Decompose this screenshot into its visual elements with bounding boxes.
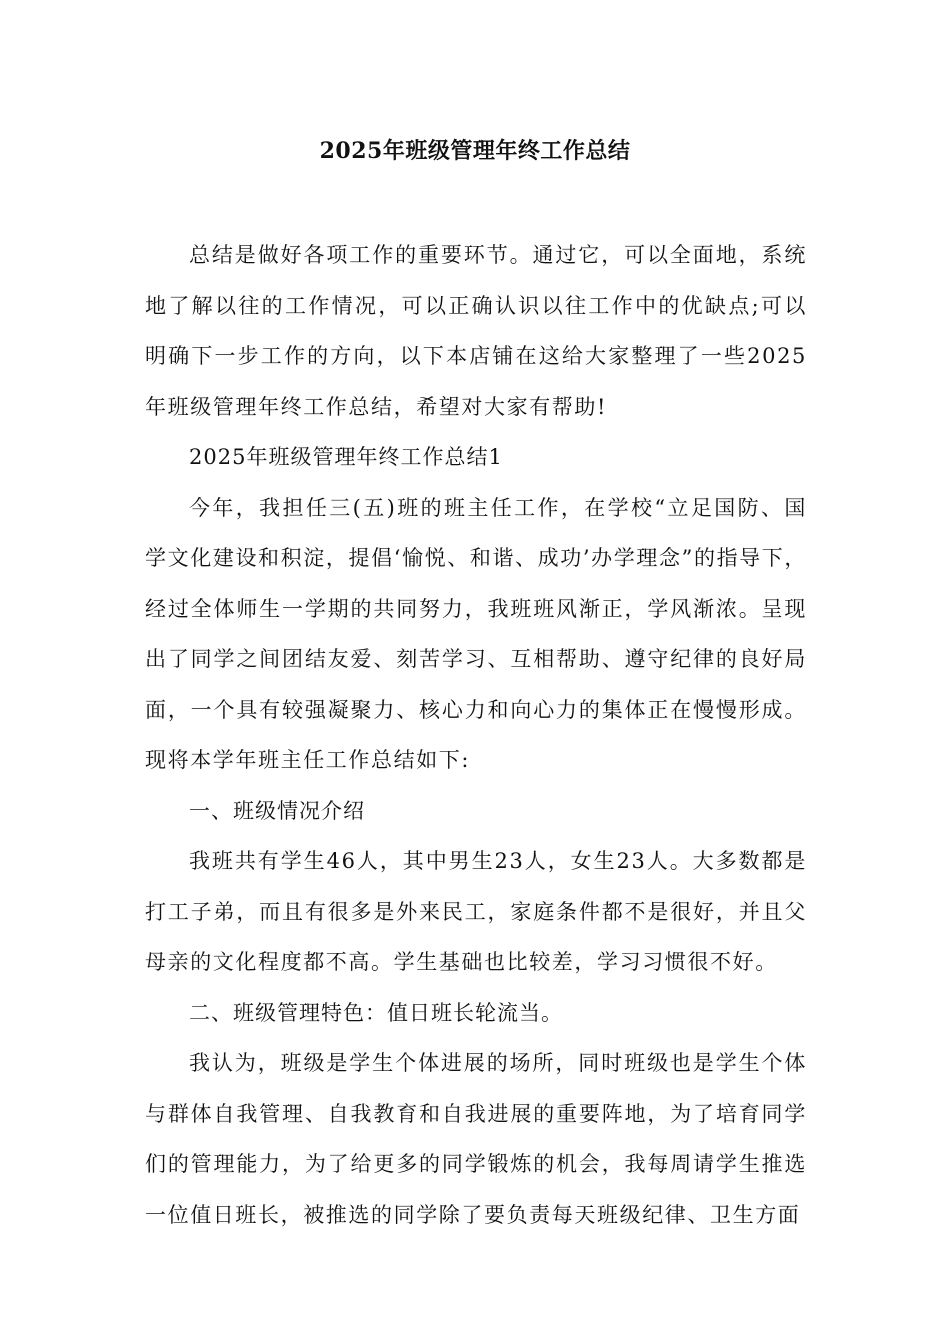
section-title-1: 2025年班级管理年终工作总结1	[189, 445, 503, 469]
subheading-class-intro: 一、班级情况介绍	[189, 798, 365, 823]
subheading-management-feature: 二、班级管理特色：值日班长轮流当。	[189, 1000, 563, 1025]
body-paragraph: 我认为，班级是学生个体进展的场所，同时班级也是学生个体与群体自我管理、自我教育和自我进展的重要阵地，为了培育同学们的管理能力，为了给更多的同学锻炼的机会，我每周请学生推选一位值日班长，被推选的同学除了要负责每天班级纪律、卫生方面	[145, 1051, 807, 1227]
document-title: 2025年班级管理年终工作总结	[319, 138, 631, 164]
document-body	[145, 230, 807, 1240]
body-paragraph: 今年，我担任三(五)班的班主任工作，在学校“立足国防、国学文化建设和积淀，提倡‘愉悦、和谐、成功’办学理念”的指导下，经过全体师生一学期的共同努力，我班班风渐正，学风渐浓。呈现出了同学之间团结友爱、刻苦学习、互相帮助、遵守纪律的良好局面，一个具有较强凝聚力、核心力和向心力的集体正在慢慢形成。现将本学年班主任工作总结如下:	[145, 495, 807, 772]
intro-paragraph: 总结是做好各项工作的重要环节。通过它，可以全面地，系统地了解以往的工作情况，可以正确认识以往工作中的优缺点;可以明确下一步工作的方向，以下本店铺在这给大家整理了一些2025年班级管理年终工作总结，希望对大家有帮助!	[145, 243, 807, 419]
body-paragraph: 我班共有学生46人，其中男生23人，女生23人。大多数都是打工子弟，而且有很多是外来民工，家庭条件都不是很好，并且父母亲的文化程度都不高。学生基础也比较差，学习习惯很不好。	[145, 849, 807, 974]
